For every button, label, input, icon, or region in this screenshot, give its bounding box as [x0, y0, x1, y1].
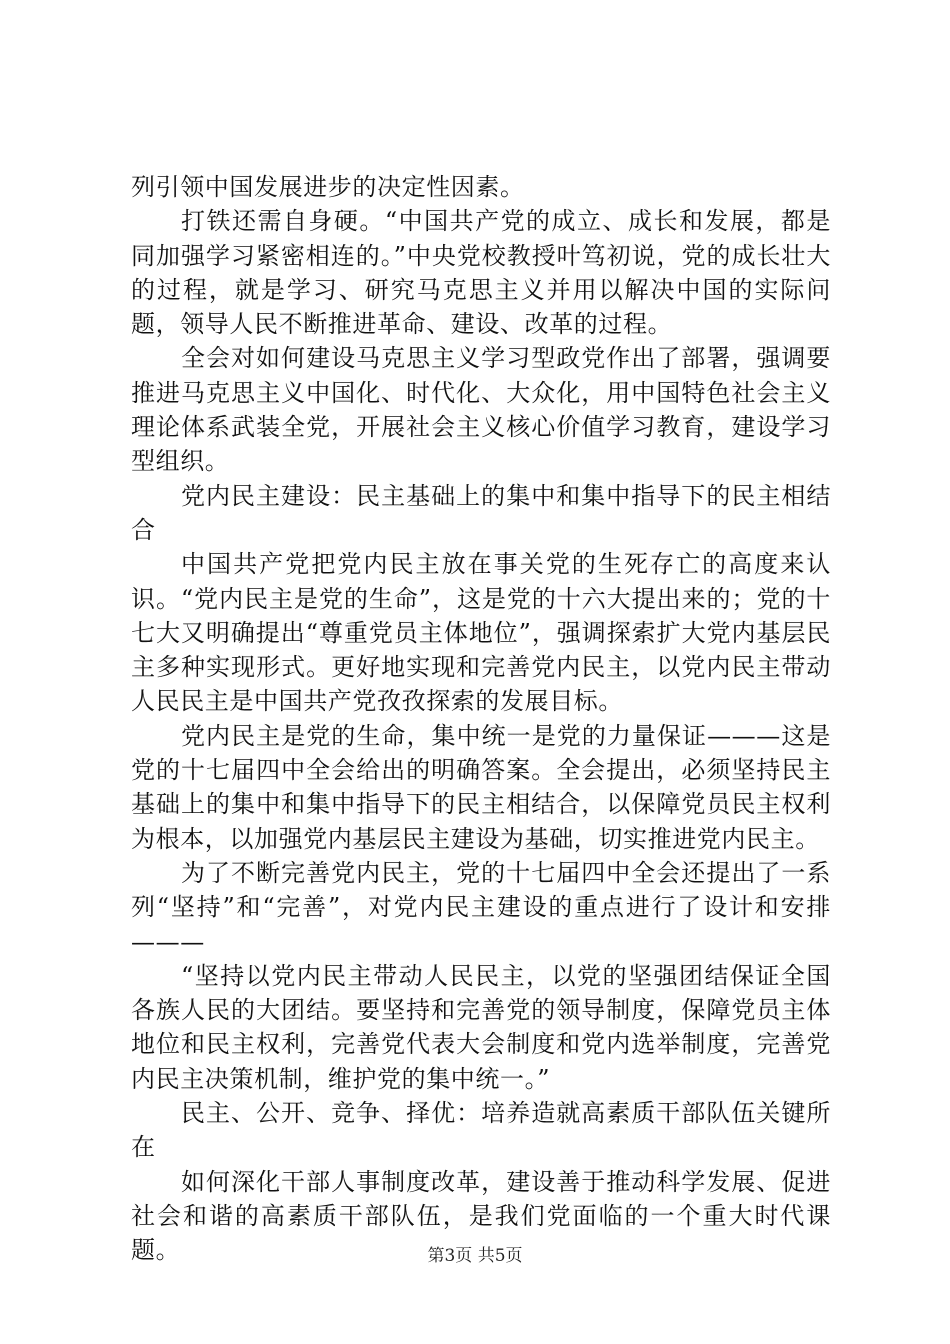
paragraph-learning-history: 打铁还需自身硬。“中国共产党的成立、成长和发展，都是同加强学习紧密相连的。”中央党校教授叶笃初说，党的成长壮大的过程，就是学习、研究马克思主义并用以解决中国的实际问题，领导人民不断推进革命、建设、改革的过程。: [131, 207, 831, 339]
paragraph-quoted-requirements: “坚持以党内民主带动人民民主，以党的坚强团结保证全国各族人民的大团结。要坚持和完善党的领导制度，保障党员主体地位和民主权利，完善党代表大会制度和党内选举制度，完善党内民主决策机制，维护党的集中统一。”: [131, 961, 831, 1093]
section-heading-inner-party-democracy: 党内民主建设：民主基础上的集中和集中指导下的民主相结合: [131, 481, 831, 544]
paragraph-learning-party: 全会对如何建设马克思主义学习型政党作出了部署，强调要推进马克思主义中国化、时代化、大众化，用中国特色社会主义理论体系武装全党，开展社会主义核心价值学习教育，建设学习型组织。: [131, 344, 831, 476]
paragraph-cadre-reform: 如何深化干部人事制度改革，建设善于推动科学发展、促进社会和谐的高素质干部队伍，是我们党面临的一个重大时代课题。: [131, 1167, 831, 1265]
document-body: [131, 170, 831, 1268]
paragraph-continuation: 列引领中国发展进步的决定性因素。: [131, 173, 525, 201]
paragraph-democracy-answer: 党内民主是党的生命，集中统一是党的力量保证———这是党的十七届四中全会给出的明确答案。全会提出，必须坚持民主基础上的集中和集中指导下的民主相结合，以保障党员民主权利为根本，以加强党内基层民主建设为基础，切实推进党内民主。: [131, 721, 831, 853]
section-heading-cadre-team: 民主、公开、竞争、择优：培养造就高素质干部队伍关键所在: [131, 1099, 831, 1162]
paragraph-democracy-arrangement: 为了不断完善党内民主，党的十七届四中全会还提出了一系列“坚持”和“完善”，对党内民主建设的重点进行了设计和安排———: [131, 858, 831, 956]
paragraph-democracy-life: 中国共产党把党内民主放在事关党的生死存亡的高度来认识。“党内民主是党的生命”，这是党的十六大提出来的；党的十七大又明确提出“尊重党员主体地位”，强调探索扩大党内基层民主多种实现形式。更好地实现和完善党内民主，以党内民主带动人民民主是中国共产党孜孜探索的发展目标。: [131, 550, 831, 716]
page-footer-number: 第3页 共5页: [427, 1246, 523, 1266]
